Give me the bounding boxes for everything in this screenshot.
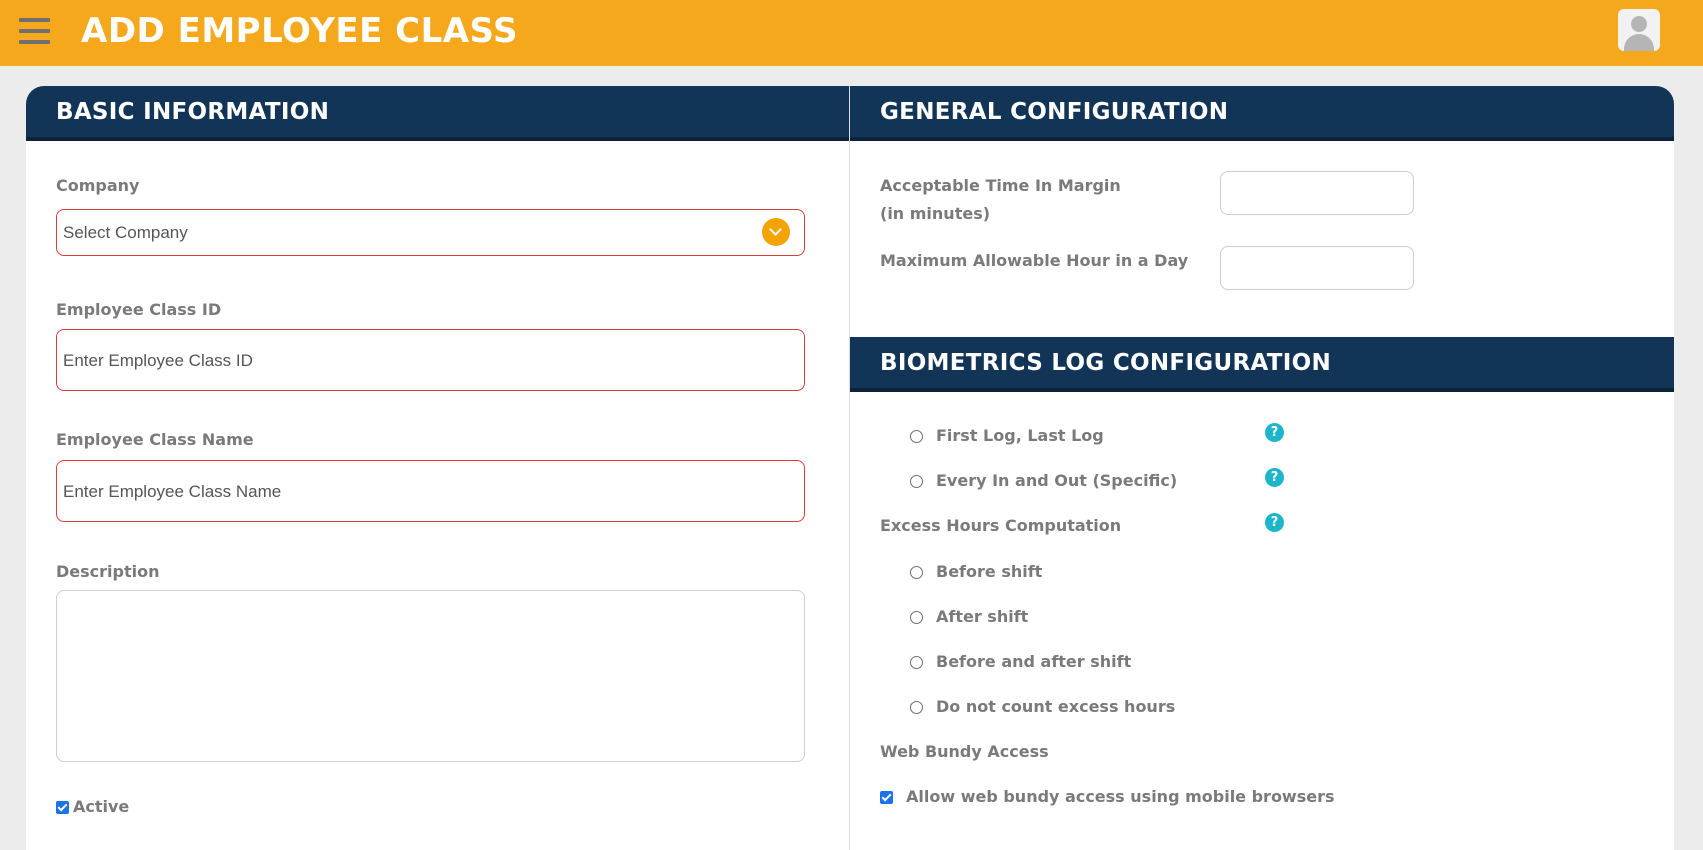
no-excess-label: Do not count excess hours xyxy=(936,697,1176,716)
general-configuration-title: GENERAL CONFIGURATION xyxy=(880,99,1229,125)
web-bundy-label: Web Bundy Access xyxy=(880,742,1049,761)
employee-class-id-label: Employee Class ID xyxy=(56,300,222,319)
time-margin-input[interactable] xyxy=(1220,171,1414,215)
general-configuration-header xyxy=(850,86,1674,141)
page-title: ADD EMPLOYEE CLASS xyxy=(81,11,519,51)
description-textarea[interactable] xyxy=(56,590,805,762)
basic-information-title: BASIC INFORMATION xyxy=(56,99,330,125)
description-label: Description xyxy=(56,562,160,581)
time-margin-label: Acceptable Time In Margin xyxy=(880,176,1121,195)
excess-hours-label: Excess Hours Computation xyxy=(880,516,1122,535)
before-shift-label: Before shift xyxy=(936,562,1043,581)
radio-every-in-out[interactable] xyxy=(910,475,923,488)
radio-before-after-shift[interactable] xyxy=(910,656,923,669)
employee-class-name-label: Employee Class Name xyxy=(56,430,254,449)
hamburger-menu-icon[interactable] xyxy=(19,16,51,46)
employee-class-id-input[interactable] xyxy=(56,329,805,391)
radio-before-shift[interactable] xyxy=(910,566,923,579)
top-bar xyxy=(0,0,1703,66)
radio-no-excess[interactable] xyxy=(910,701,923,714)
every-in-out-label: Every In and Out (Specific) xyxy=(936,471,1178,490)
form-card xyxy=(26,86,1674,850)
active-checkbox[interactable] xyxy=(56,801,69,814)
basic-information-header xyxy=(26,86,849,141)
employee-class-id-placeholder: Enter Employee Class ID xyxy=(63,351,253,370)
column-divider xyxy=(849,86,850,850)
help-icon[interactable]: ? xyxy=(1265,513,1284,532)
employee-class-name-input[interactable] xyxy=(56,460,805,522)
biometrics-title: BIOMETRICS LOG CONFIGURATION xyxy=(880,350,1332,376)
company-select-value: Select Company xyxy=(63,223,188,242)
user-avatar-icon[interactable] xyxy=(1618,9,1660,51)
time-margin-unit-label: (in minutes) xyxy=(880,204,991,223)
after-shift-label: After shift xyxy=(936,607,1029,626)
help-icon[interactable]: ? xyxy=(1265,423,1284,442)
biometrics-header xyxy=(850,337,1674,392)
max-hour-input[interactable] xyxy=(1220,246,1414,290)
company-select[interactable] xyxy=(56,209,805,256)
company-label: Company xyxy=(56,176,140,195)
active-label: Active xyxy=(73,797,130,816)
web-bundy-option-label: Allow web bundy access using mobile browsers xyxy=(906,787,1335,806)
first-last-log-label: First Log, Last Log xyxy=(936,426,1104,445)
help-icon[interactable]: ? xyxy=(1265,468,1284,487)
employee-class-name-placeholder: Enter Employee Class Name xyxy=(63,482,282,501)
radio-after-shift[interactable] xyxy=(910,611,923,624)
before-after-shift-label: Before and after shift xyxy=(936,652,1132,671)
chevron-down-icon[interactable] xyxy=(762,218,790,246)
radio-first-last-log[interactable] xyxy=(910,430,923,443)
max-hour-label: Maximum Allowable Hour in a Day xyxy=(880,251,1189,270)
web-bundy-checkbox[interactable] xyxy=(880,791,893,804)
